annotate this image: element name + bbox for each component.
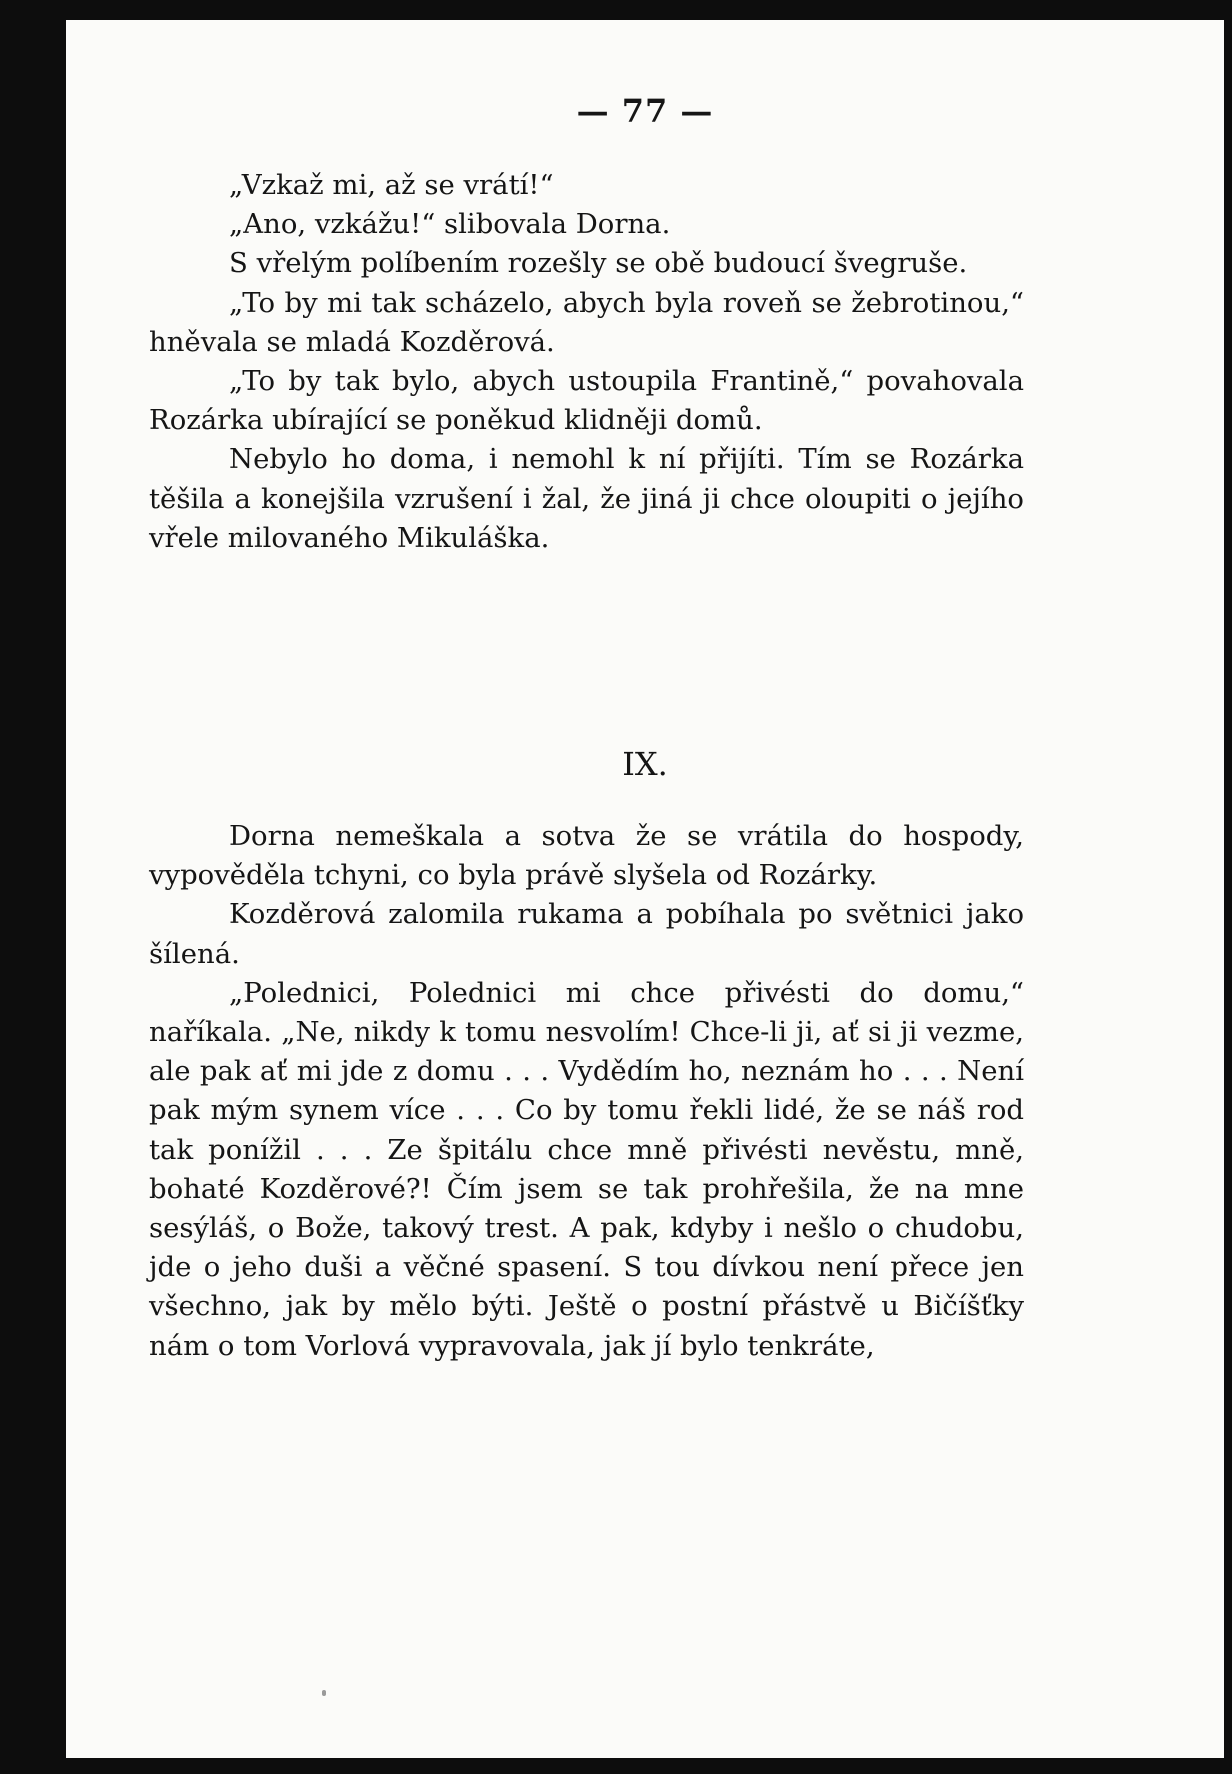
text-section-top [149,166,1024,558]
scan-speck [322,1690,326,1696]
page-number: — 77 — [576,92,714,130]
paragraph: „Polednici, Polednici mi chce přivésti do domu,“ naříkala. „Ne, nikdy k tomu nesvolím! Chce-li ji, ať si ji vezme, ale pak ať mi jde z domu . . . Vydědím ho, neznám ho . . . Není pak mým synem více . . . Co by tomu řekli lidé, že se náš rod tak ponížil . . . Ze špitálu chce mně přivésti nevěstu, mně, bohaté Kozděrové?! Čím jsem se tak prohřešila, že na mne sesýláš, o Bože, takový trest. A pak, kdyby i nešlo o chudobu, jde o jeho duši a věčné spasení. S tou dívkou není přece jen všechno, jak by mělo býti. Ještě o postní přástvě u Bičíšťky nám o tom Vorlová vypravovala, jak jí bylo tenkráte, [149,976,1024,1362]
book-page [66,20,1224,1758]
paragraph: „Vzkaž mi, až se vrátí!“ [229,169,554,201]
chapter-heading: IX. [622,745,668,783]
paragraph: „Ano, vzkážu!“ slibovala Dorna. [229,208,671,241]
paragraph: Nebylo ho doma, i nemohl k ní přijíti. Tím se Rozárka těšila a konejšila vzrušení i žal, že jiná ji chce oloupiti o jejího vřele milovaného Mikuláška. [149,443,1024,554]
text-section-bottom [149,817,1024,1366]
paragraph: Kozděrová zalomila rukama a pobíhala po světnici jako šílená. [149,898,1024,970]
paragraph: S vřelým políbením rozešly se obě budoucí švegruše. [229,247,968,280]
paragraph: „To by tak bylo, abych ustoupila Frantině,“ povahovala Rozárka ubírající se poněkud klidněji domů. [149,365,1024,437]
paragraph: Dorna nemeškala a sotva že se vrátila do hospody, vypověděla tchyni, co byla právě slyšela od Rozárky. [149,820,1024,892]
paragraph: „To by mi tak scházelo, abych byla roveň se žebrotinou,“ hněvala se mladá Kozděrová. [149,286,1024,358]
